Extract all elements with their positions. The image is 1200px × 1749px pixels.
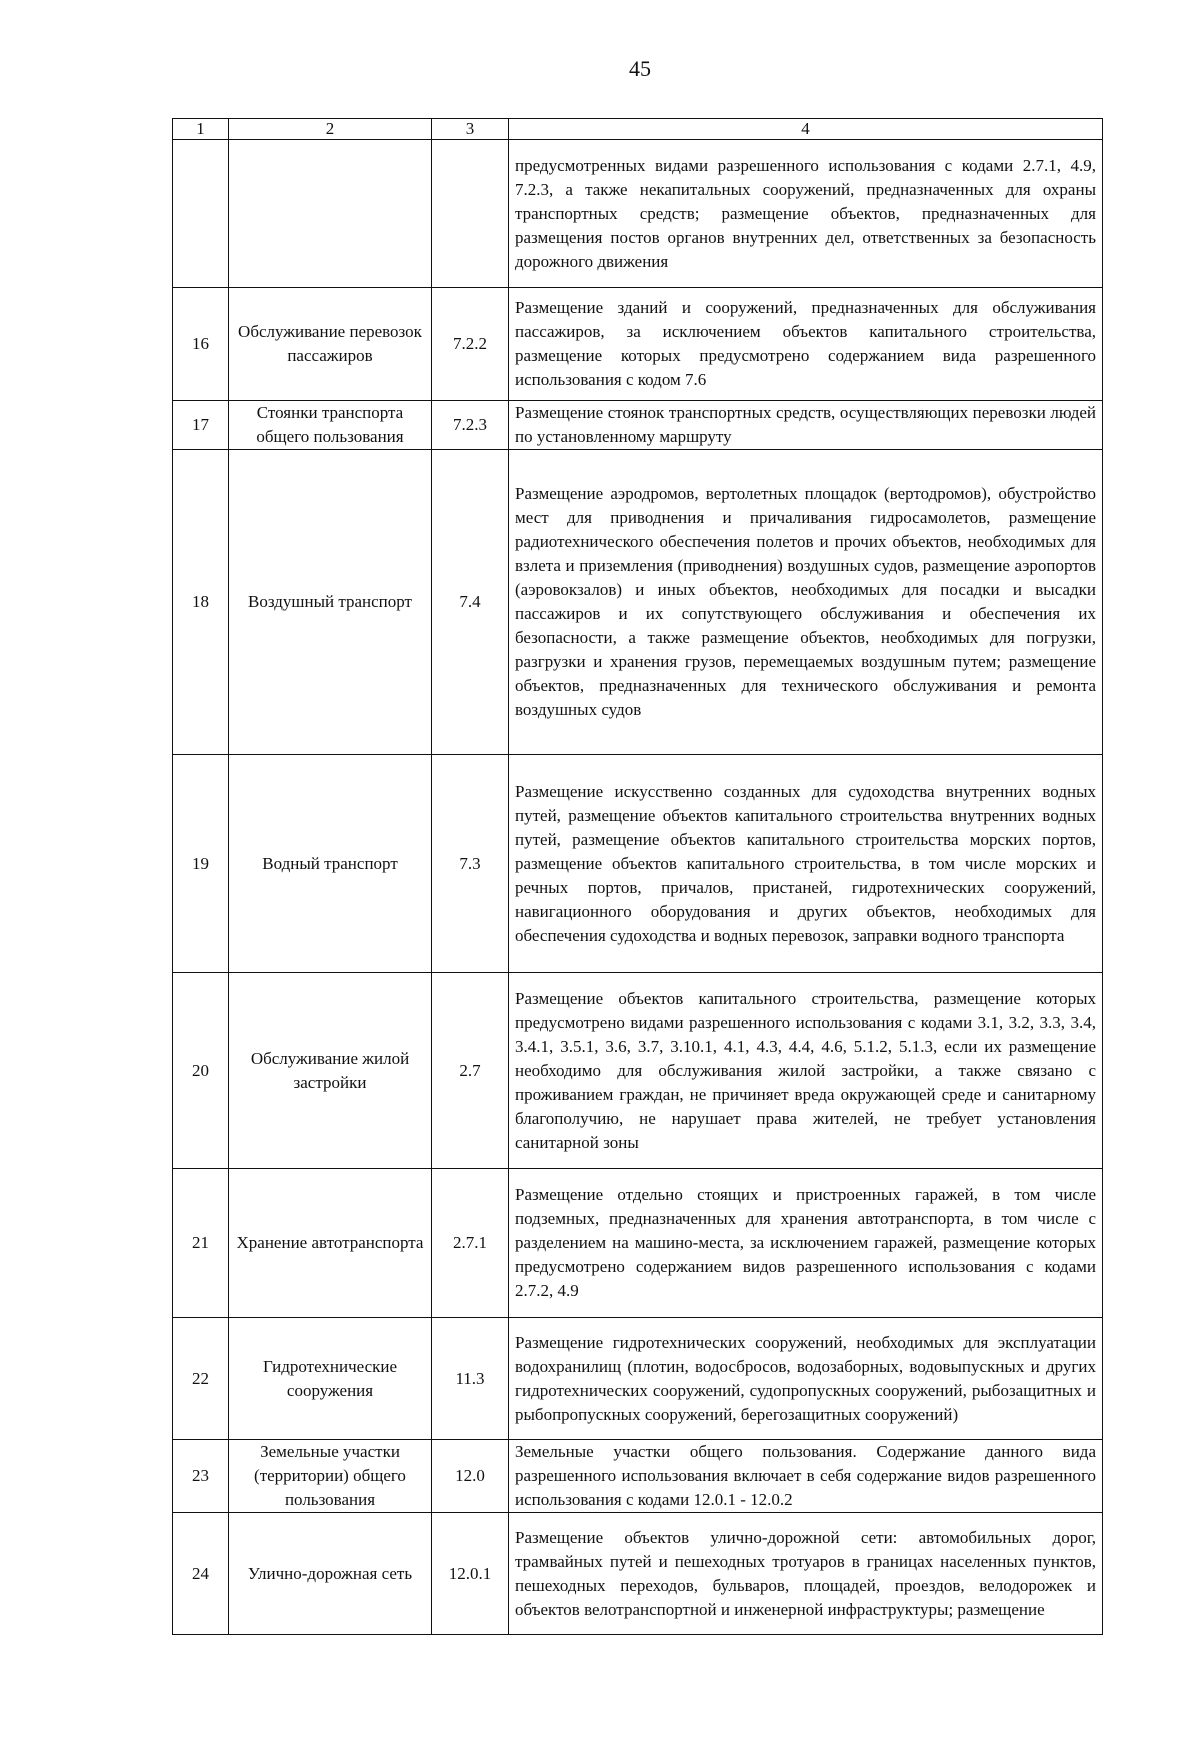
table-row	[173, 450, 1103, 755]
header-col-code: 3	[432, 119, 509, 140]
row-name: Водный транспорт	[229, 755, 432, 973]
table-row	[173, 401, 1103, 450]
row-name: Гидротехнические сооружения	[229, 1318, 432, 1440]
row-name: Воздушный транспорт	[229, 450, 432, 755]
row-name: Обслуживание перевозок пассажиров	[229, 288, 432, 401]
row-number: 20	[173, 973, 229, 1169]
table-row	[173, 288, 1103, 401]
row-code: 12.0.1	[432, 1513, 509, 1635]
row-description: Размещение объектов капитального строительства, размещение которых предусмотрено видами разрешенного использования с кодами 3.1, 3.2, 3.3, 3.4, 3.4.1, 3.5.1, 3.6, 3.7, 3.10.1, 4.1, 4.3, 4.4, 4.6, 5.1.2, 5.1.3, если их размещение необходимо для обслуживания жилой застройки, а также связано с проживанием граждан, не причиняет вреда окружающей среде и санитарному благополучию, не нарушает права жителей, не требует установления санитарной зоны	[509, 973, 1103, 1169]
row-description: предусмотренных видами разрешенного использования с кодами 2.7.1, 4.9, 7.2.3, а также некапитальных сооружений, предназначенных для охраны транспортных средств; размещение объектов, предназначенных для размещения постов органов внутренних дел, ответственных за безопасность дорожного движения	[509, 140, 1103, 288]
table-row	[173, 1440, 1103, 1513]
row-number: 24	[173, 1513, 229, 1635]
row-code: 7.3	[432, 755, 509, 973]
row-description: Размещение объектов улично-дорожной сети: автомобильных дорог, трамвайных путей и пешеходных тротуаров в границах населенных пунктов, пешеходных переходов, бульваров, площадей, проездов, велодорожек и объектов велотранспортной и инженерной инфраструктуры; размещение	[509, 1513, 1103, 1635]
row-number: 17	[173, 401, 229, 450]
table-row	[173, 1318, 1103, 1440]
header-row	[173, 119, 1103, 140]
table-row-continued	[173, 140, 1103, 288]
row-code: 7.4	[432, 450, 509, 755]
row-description: Размещение стоянок транспортных средств, осуществляющих перевозки людей по установленному маршруту	[509, 401, 1103, 450]
row-name: Обслуживание жилой застройки	[229, 973, 432, 1169]
row-number	[173, 140, 229, 288]
table-row	[173, 973, 1103, 1169]
row-code: 7.2.2	[432, 288, 509, 401]
row-number: 18	[173, 450, 229, 755]
row-number: 19	[173, 755, 229, 973]
header-col-name: 2	[229, 119, 432, 140]
row-code: 2.7.1	[432, 1169, 509, 1318]
table-row	[173, 755, 1103, 973]
page-number: 45	[629, 56, 651, 81]
header-col-description: 4	[509, 119, 1103, 140]
table-row	[173, 1513, 1103, 1635]
header-col-number: 1	[173, 119, 229, 140]
row-number: 23	[173, 1440, 229, 1513]
row-description: Земельные участки общего пользования. Содержание данного вида разрешенного использования включает в себя содержание видов разрешенного использования с кодами 12.0.1 - 12.0.2	[509, 1440, 1103, 1513]
row-code: 2.7	[432, 973, 509, 1169]
row-code: 7.2.3	[432, 401, 509, 450]
table-row	[173, 1169, 1103, 1318]
row-number: 21	[173, 1169, 229, 1318]
land-use-table	[172, 118, 1103, 1635]
row-name: Земельные участки (территории) общего пользования	[229, 1440, 432, 1513]
row-number: 22	[173, 1318, 229, 1440]
row-name	[229, 140, 432, 288]
row-code: 12.0	[432, 1440, 509, 1513]
row-description: Размещение отдельно стоящих и пристроенных гаражей, в том числе подземных, предназначенных для хранения автотранспорта, в том числе с разделением на машино-места, за исключением гаражей, размещение которых предусмотрено содержанием видов разрешенного использования с кодами 2.7.2, 4.9	[509, 1169, 1103, 1318]
row-description: Размещение аэродромов, вертолетных площадок (вертодромов), обустройство мест для приводнения и причаливания гидросамолетов, размещение радиотехнического обеспечения полетов и прочих объектов, необходимых для взлета и приземления (приводнения) воздушных судов, размещение аэропортов (аэровокзалов) и иных объектов, необходимых для посадки и высадки пассажиров и их сопутствующего обслуживания и обеспечения их безопасности, а также размещение объектов, необходимых для погрузки, разгрузки и хранения грузов, перемещаемых воздушным путем; размещение объектов, предназначенных для технического обслуживания и ремонта воздушных судов	[509, 450, 1103, 755]
row-name: Стоянки транспорта общего пользования	[229, 401, 432, 450]
row-description: Размещение искусственно созданных для судоходства внутренних водных путей, размещение объектов капитального строительства внутренних водных путей, размещение объектов капитального строительства морских портов, размещение объектов капитального строительства, в том числе морских и речных портов, причалов, пристаней, гидротехнических сооружений, навигационного оборудования и других объектов, необходимых для обеспечения судоходства и водных перевозок, заправки водного транспорта	[509, 755, 1103, 973]
row-code: 11.3	[432, 1318, 509, 1440]
row-number: 16	[173, 288, 229, 401]
row-name: Улично-дорожная сеть	[229, 1513, 432, 1635]
row-description: Размещение гидротехнических сооружений, необходимых для эксплуатации водохранилищ (плотин, водосбросов, водозаборных, водовыпускных и других гидротехнических сооружений, судопропускных сооружений, рыбозащитных и рыбопропускных сооружений, берегозащитных сооружений)	[509, 1318, 1103, 1440]
row-name: Хранение автотранспорта	[229, 1169, 432, 1318]
row-description: Размещение зданий и сооружений, предназначенных для обслуживания пассажиров, за исключением объектов капитального строительства, размещение которых предусмотрено содержанием вида разрешенного использования с кодом 7.6	[509, 288, 1103, 401]
row-code	[432, 140, 509, 288]
